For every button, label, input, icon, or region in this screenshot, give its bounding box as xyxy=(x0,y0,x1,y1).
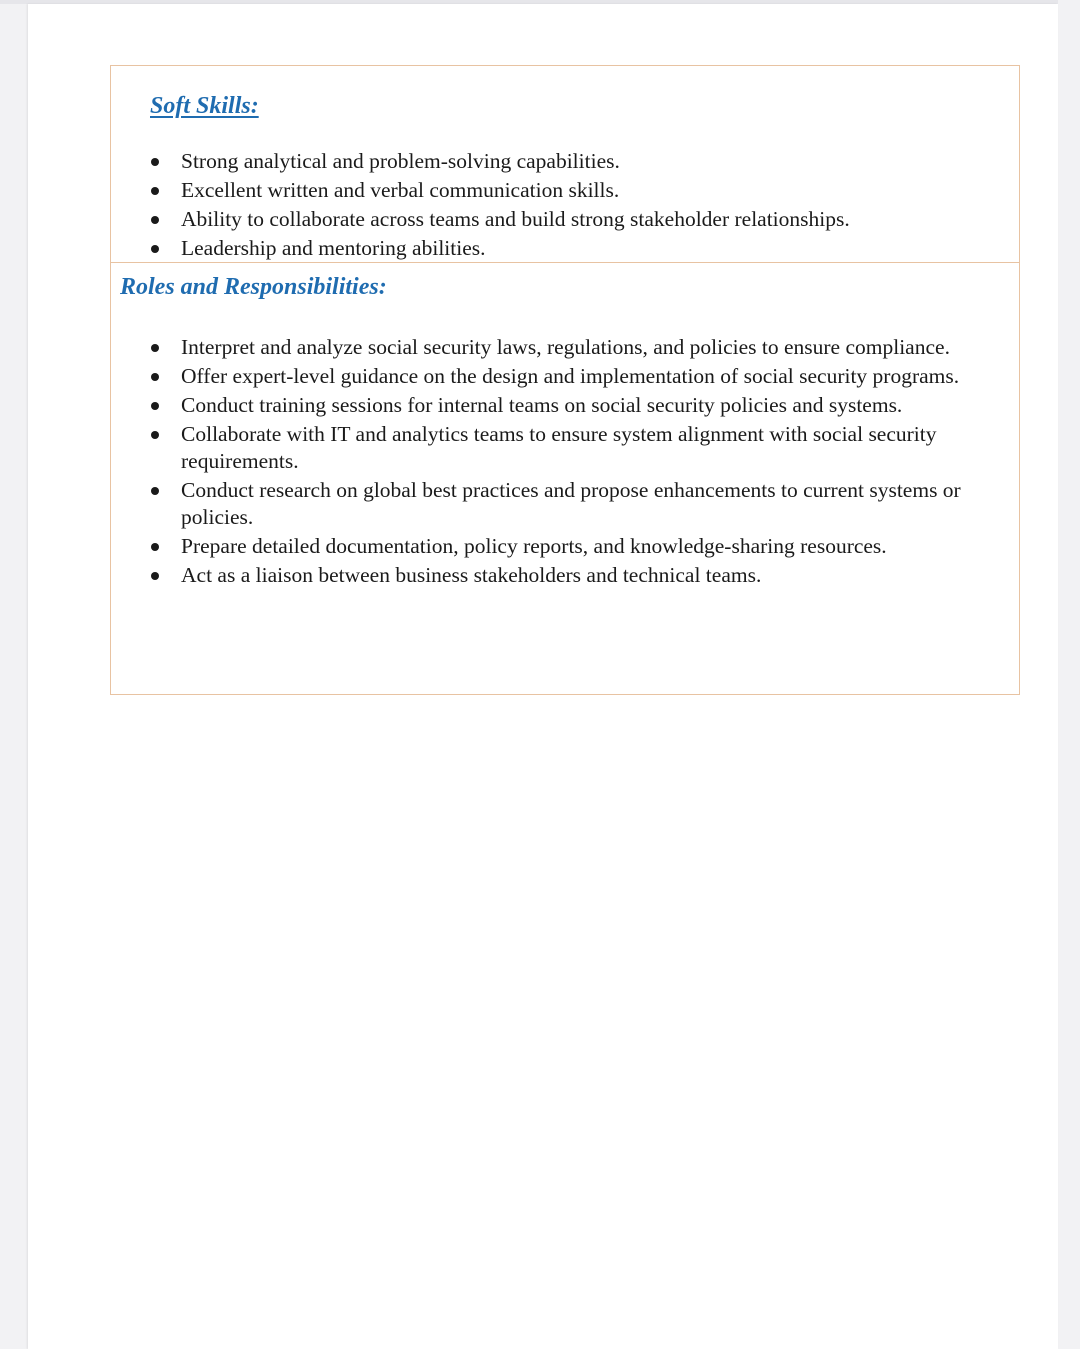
roles-list xyxy=(151,334,971,591)
list-item: Collaborate with IT and analytics teams to ensure system alignment with social security requirements. xyxy=(151,421,971,475)
list-item: Strong analytical and problem-solving capabilities. xyxy=(151,148,1011,175)
list-item: Leadership and mentoring abilities. xyxy=(151,235,1011,262)
bullet-icon xyxy=(151,187,159,195)
list-item: Excellent written and verbal communication skills. xyxy=(151,177,1011,204)
list-item: Prepare detailed documentation, policy reports, and knowledge-sharing resources. xyxy=(151,533,971,560)
bullet-icon xyxy=(151,216,159,224)
bullet-icon xyxy=(151,158,159,166)
bullet-icon xyxy=(151,245,159,253)
list-item: Conduct research on global best practices and propose enhancements to current systems or policies. xyxy=(151,477,971,531)
bullet-icon xyxy=(151,344,159,352)
bullet-icon xyxy=(151,572,159,580)
list-item: Offer expert-level guidance on the design and implementation of social security programs. xyxy=(151,363,971,390)
bullet-icon xyxy=(151,543,159,551)
list-item: Ability to collaborate across teams and build strong stakeholder relationships. xyxy=(151,206,1011,233)
list-item: Act as a liaison between business stakeholders and technical teams. xyxy=(151,562,971,589)
roles-heading: Roles and Responsibilities: xyxy=(120,274,387,300)
soft-skills-list xyxy=(151,148,1011,264)
content-frame xyxy=(110,65,1020,695)
document-page xyxy=(28,4,1058,1349)
bullet-icon xyxy=(151,402,159,410)
section-divider xyxy=(111,262,1019,263)
bullet-icon xyxy=(151,373,159,381)
soft-skills-heading: Soft Skills: xyxy=(150,93,259,119)
bullet-icon xyxy=(151,487,159,495)
list-item: Conduct training sessions for internal teams on social security policies and systems. xyxy=(151,392,971,419)
bullet-icon xyxy=(151,431,159,439)
list-item: Interpret and analyze social security laws, regulations, and policies to ensure compliance. xyxy=(151,334,971,361)
